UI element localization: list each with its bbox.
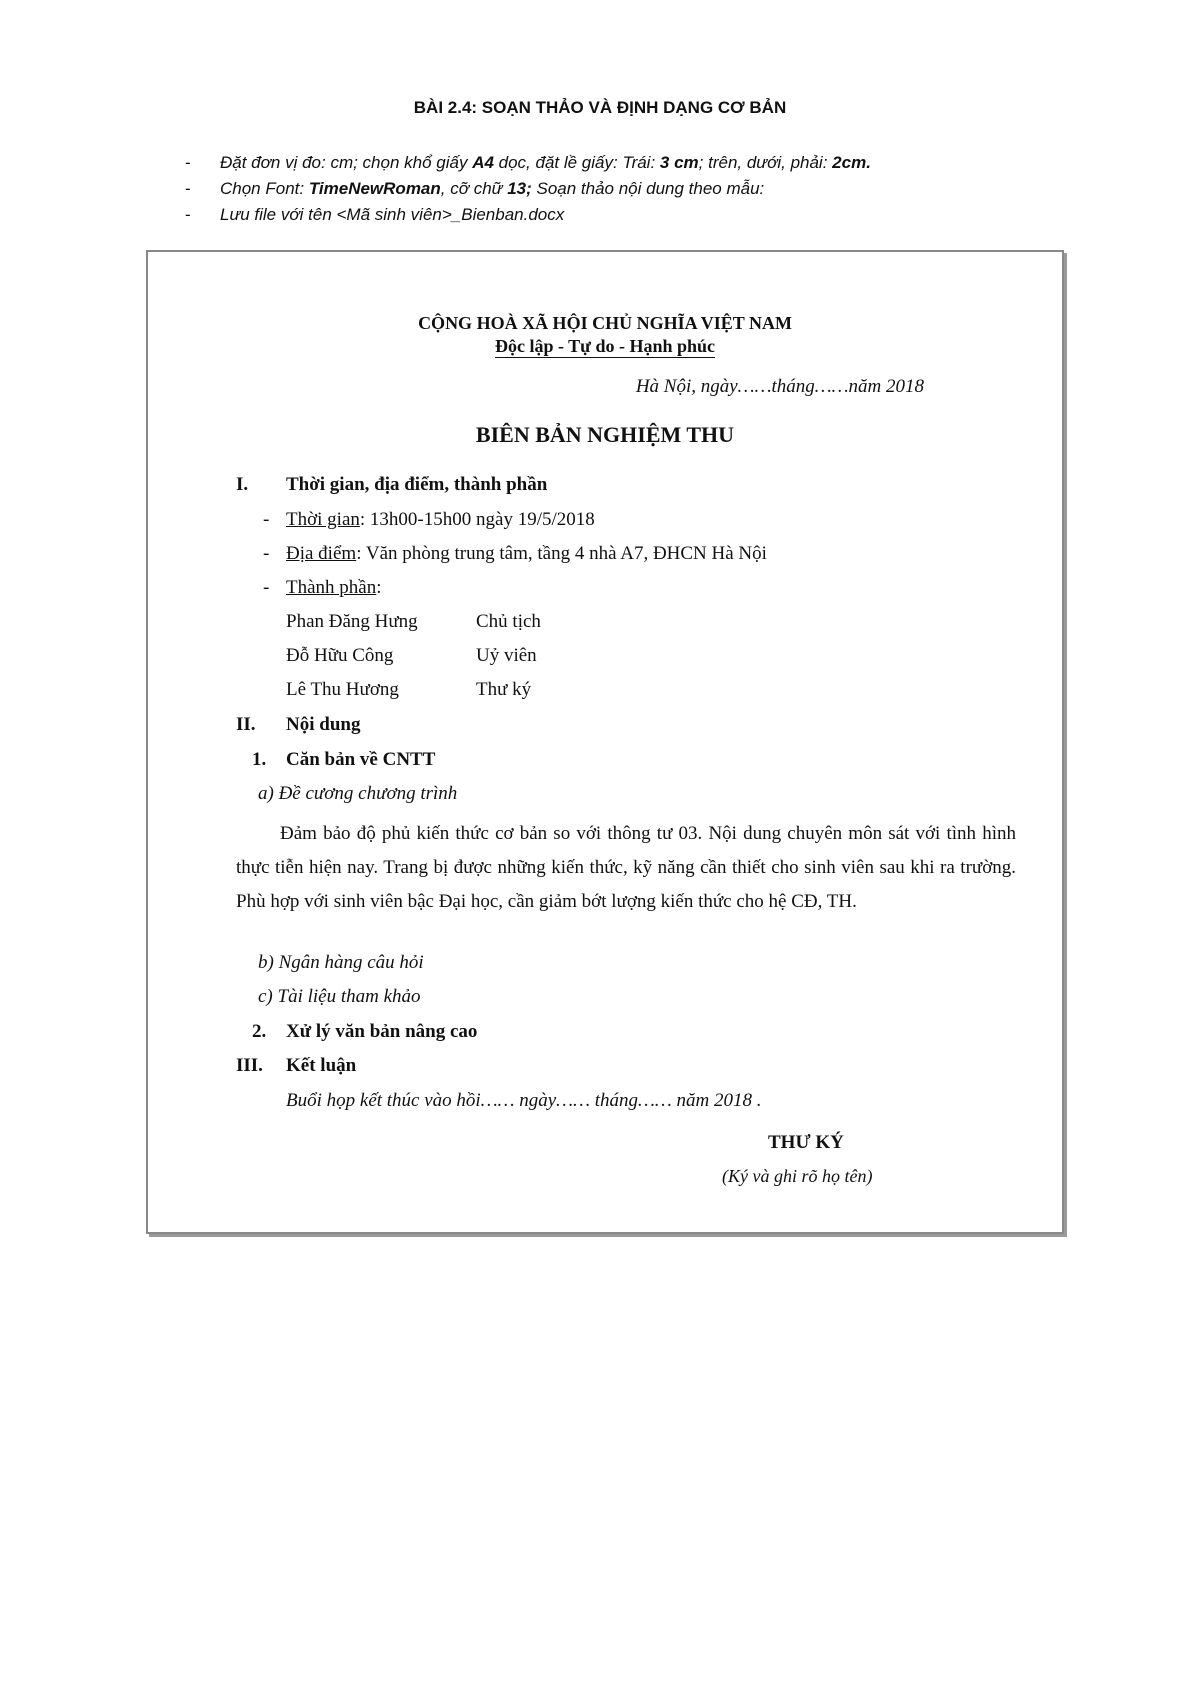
section-number: III. [236,1055,263,1076]
instruction-text: Lưu file với tên <Mã sinh viên>_Bienban.docx [220,205,565,224]
member-name: Đỗ Hữu Công [286,645,394,666]
subsection-number: 2. [252,1021,267,1042]
page-title: BÀI 2.4: SOẠN THẢO VÀ ĐỊNH DẠNG CƠ BẢN [413,98,787,117]
bullet-dash: - [185,205,191,224]
document-title: BIÊN BẢN NGHIỆM THU [475,422,735,447]
instruction-item [185,150,871,176]
bullet-dash: - [185,179,191,198]
place-line [286,543,767,565]
date-line: Hà Nội, ngày……tháng……năm 2018 [635,376,924,397]
body-paragraph: Đảm bảo độ phủ kiến thức cơ bản so với thông tư 03. Nội dung chuyên môn sát với tình hình thực tiễn hiện nay. Trang bị được những kiến thức, kỹ năng cần thiết cho sinh viên sau khi ra trường. Phù hợp với sinh viên bậc Đại học, cần giảm bớt lượng kiến thức cho hệ CĐ, TH. [236,823,1016,912]
section-heading: Thời gian, địa điểm, thành phần [286,474,548,495]
member-name: Phan Đăng Hưng [286,611,418,632]
instr-bold-part: TimeNewRoman [308,179,441,198]
time-line [286,509,595,531]
minutes-document [148,252,1062,1232]
instr-text-part: dọc, đặt lề giấy: Trái: [493,153,660,172]
list-dash: - [263,577,270,598]
instr-text-part: , cỡ chữ [440,179,508,198]
instr-bold-part: 13; [507,179,532,198]
instr-bold-part: A4 [472,153,494,172]
members-line [286,577,382,599]
members-colon: : [376,577,382,598]
subsection-heading: Xử lý văn bản nâng cao [286,1021,478,1042]
section-number: I. [236,474,249,495]
time-value: : 13h00-15h00 ngày 19/5/2018 [359,509,595,530]
section-heading: Nội dung [286,714,361,735]
bullet-dash: - [185,153,191,172]
instr-text-part: Soạn thảo nội dung theo mẫu: [531,179,765,198]
member-role: Thư ký [476,679,532,700]
instructions-list [185,150,871,228]
list-dash: - [263,543,270,564]
instruction-text [220,150,871,176]
instruction-item [185,202,871,228]
nation-heading: CỘNG HOÀ XÃ HỘI CHỦ NGHĨA VIỆT NAM [418,313,792,333]
place-value: : Văn phòng trung tâm, tầng 4 nhà A7, ĐHCN Hà Nội [356,543,767,564]
subsection-heading: Căn bản về CNTT [286,749,436,770]
document-frame [146,250,1064,1234]
member-role: Chủ tịch [476,611,541,632]
section-number: II. [236,714,256,735]
item-c: c) Tài liệu tham khảo [258,986,421,1007]
section-heading: Kết luận [286,1055,357,1076]
instruction-item [185,176,871,202]
motto [148,336,1062,357]
motto-text: Độc lập - Tự do - Hạnh phúc [494,336,716,356]
list-dash: - [263,509,270,530]
item-a: a) Đề cương chương trình [258,783,458,804]
members-label: Thành phần [286,577,377,598]
conclusion-text: Buổi họp kết thúc vào hồi…… ngày…… tháng…… năm 2018 . [286,1090,762,1111]
instr-text-part: Chọn Font: [220,179,309,198]
place-label: Địa điểm [286,543,357,564]
instruction-text [220,176,764,202]
instr-bold-part: 3 cm [659,153,699,172]
instr-bold-part: 2cm. [832,153,871,172]
member-name: Lê Thu Hương [286,679,399,700]
signature-note: (Ký và ghi rõ họ tên) [722,1166,873,1186]
subsection-number: 1. [252,749,267,770]
signer-title: THƯ KÝ [768,1132,844,1153]
instr-text-part: Đặt đơn vị đo: cm; chọn khổ giấy [220,153,473,172]
item-b: b) Ngân hàng câu hỏi [258,952,424,973]
instr-text-part: ; trên, dưới, phải: [698,153,833,172]
member-role: Uỷ viên [476,645,537,666]
time-label: Thời gian [286,509,360,530]
